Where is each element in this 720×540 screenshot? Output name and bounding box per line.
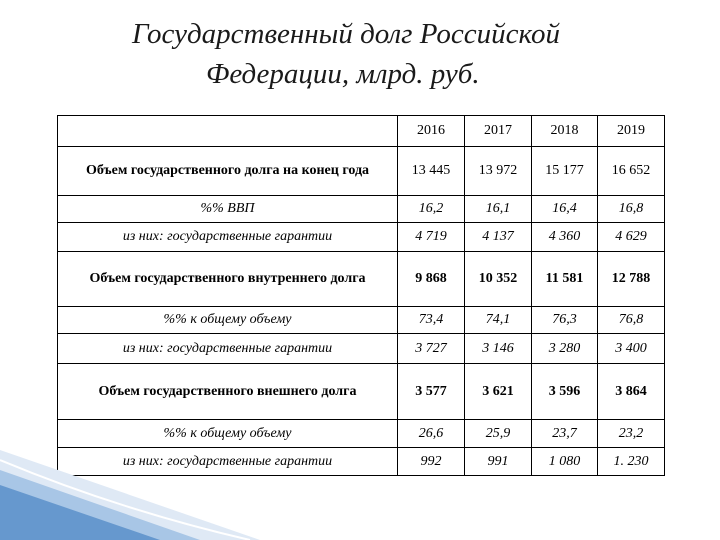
corner-cell	[58, 116, 398, 147]
row-value: 11 581	[532, 252, 598, 307]
row-label: %% к общему объему	[58, 420, 398, 448]
row-value: 4 719	[398, 223, 465, 252]
row-value: 16,4	[532, 196, 598, 223]
row-value: 3 280	[532, 334, 598, 364]
row-value: 3 727	[398, 334, 465, 364]
row-label: %% ВВП	[58, 196, 398, 223]
year-header: 2016	[398, 116, 465, 147]
row-value: 4 629	[598, 223, 665, 252]
row-value: 73,4	[398, 307, 465, 334]
row-value: 3 864	[598, 364, 665, 420]
decorative-corner-swoosh	[0, 430, 260, 540]
row-value: 3 146	[465, 334, 532, 364]
row-value: 26,6	[398, 420, 465, 448]
row-label: %% к общему объему	[58, 307, 398, 334]
row-label: из них: государственные гарантии	[58, 223, 398, 252]
row-value: 23,2	[598, 420, 665, 448]
row-value: 991	[465, 448, 532, 476]
row-value: 16,1	[465, 196, 532, 223]
row-label: Объем государственного внешнего долга	[58, 364, 398, 420]
row-value: 10 352	[465, 252, 532, 307]
row-value: 13 972	[465, 147, 532, 196]
row-value: 9 868	[398, 252, 465, 307]
row-value: 4 137	[465, 223, 532, 252]
page-title-line2: Федерации, млрд. руб.	[206, 58, 480, 90]
row-value: 3 400	[598, 334, 665, 364]
table-row	[58, 223, 665, 252]
row-value: 76,8	[598, 307, 665, 334]
row-value: 1. 230	[598, 448, 665, 476]
row-label: из них: государственные гарантии	[58, 448, 398, 476]
row-value: 16,2	[398, 196, 465, 223]
row-value: 4 360	[532, 223, 598, 252]
row-value: 23,7	[532, 420, 598, 448]
row-value: 13 445	[398, 147, 465, 196]
row-value: 992	[398, 448, 465, 476]
row-label: Объем государственного внутреннего долга	[58, 252, 398, 307]
row-value: 3 577	[398, 364, 465, 420]
row-value: 15 177	[532, 147, 598, 196]
row-value: 16 652	[598, 147, 665, 196]
row-value: 12 788	[598, 252, 665, 307]
row-value: 25,9	[465, 420, 532, 448]
row-value: 16,8	[598, 196, 665, 223]
page-title-line1: Государственный долг Российской	[132, 18, 560, 50]
row-value: 74,1	[465, 307, 532, 334]
row-value: 3 621	[465, 364, 532, 420]
table-row	[58, 334, 665, 364]
year-header: 2019	[598, 116, 665, 147]
row-label: из них: государственные гарантии	[58, 334, 398, 364]
year-header: 2018	[532, 116, 598, 147]
header-row	[58, 116, 665, 147]
row-label: Объем государственного долга на конец года	[58, 147, 398, 196]
table-row	[58, 252, 665, 307]
year-header: 2017	[465, 116, 532, 147]
debt-table	[57, 115, 665, 476]
row-value: 3 596	[532, 364, 598, 420]
table-row	[58, 196, 665, 223]
table-row	[58, 147, 665, 196]
row-value: 76,3	[532, 307, 598, 334]
table-row	[58, 307, 665, 334]
row-value: 1 080	[532, 448, 598, 476]
table-row	[58, 364, 665, 420]
